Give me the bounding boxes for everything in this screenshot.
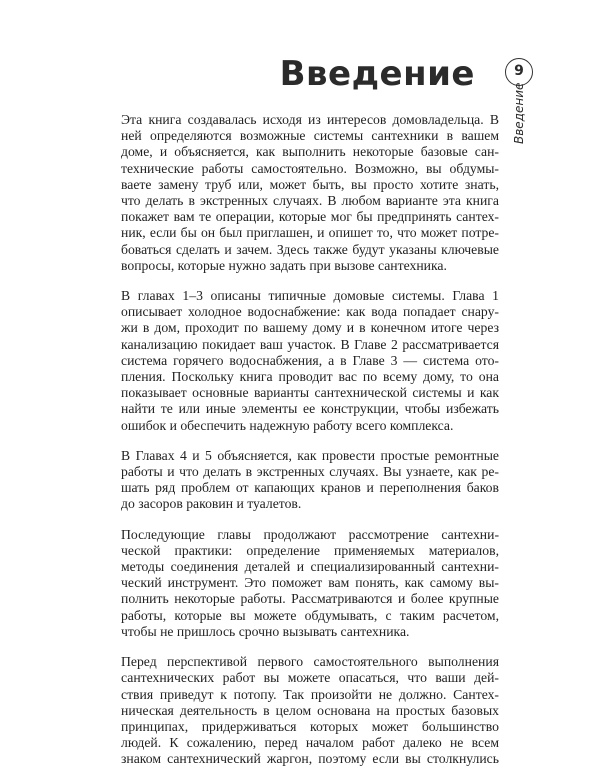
paragraph-3 [121,448,499,513]
paragraph-1 [121,112,499,274]
text-line: людей. К сожалению, перед началом работ далеко не всем [121,735,499,751]
text-line: ческой практики: определение применяемых материалов, [121,542,499,558]
text-line: чтобы не пришлось срочно вызывать сантехника. [121,623,410,639]
paragraph-4 [121,527,499,640]
page-number-badge: 9 [505,58,533,86]
text-line: показывает основные варианты сантехнической системы и как [121,385,499,401]
text-line: полнить некоторые работы. Рассматриваются и более крупные [121,591,499,607]
text-line: В Главах 4 и 5 объясняется, как провести простые ремонтные [121,447,499,463]
paragraph-2 [121,288,499,434]
text-line: Эта книга создавалась исходя из интересов домовладельца. В [121,112,499,127]
text-line: работы и что делать в экстренных случаях. Вы узнаете, как ре- [121,464,499,480]
running-head: Введение [512,82,526,144]
text-line: Последующие главы продолжают рассмотрение сантехни- [121,526,499,542]
text-line: шать ряд проблем от капающих кранов и переполнения баков [121,480,499,496]
text-line: В главах 1–3 описаны типичные домовые системы. Глава 1 [121,288,499,304]
text-line: найти те или иные элементы ее конструкции, чтобы избежать [121,401,499,417]
text-line: канализацию покидает ваш участок. В Главе 2 рассматривается [121,336,499,352]
text-line: знаком сантехнический жаргон, поэтому если вы столкнулись [121,751,499,767]
text-line: до засоров раковин и туалетов. [121,496,302,512]
text-line: ошибок и обеспечить надежную работу всего комплекса. [121,417,454,433]
text-line: жи в дом, проходит по вашему дому и в конечном итоге через [121,320,499,336]
text-line: что делать в экстренных случаях. В любом варианте эта книга [121,193,499,209]
text-line: ней определяются возможные системы сантехники в вашем [121,128,499,144]
text-line: ствия приведут к потопу. Так произойти не должно. Сантех- [121,686,499,702]
text-line: пления. Поскольку книга проводит вас по всему дому, то она [121,369,499,385]
text-line: Перед перспективой первого самостоятельного выполнения [121,654,499,670]
text-line: вопросы, которые нужно задать при вызове сантехника. [121,257,447,273]
text-line: ваете замену труб или, может быть, вы просто хотите знать, [121,176,499,192]
text-line: работы, которые вы можете обдумывать, с таким расчетом, [121,607,499,623]
body-text [121,112,499,768]
text-line: доме, и объясняется, как выполнить некоторые базовые сан- [121,144,499,160]
text-line: принципах, придерживаться которых может большинство [121,718,499,734]
text-line: методы соединения деталей и специализированный сантехни- [121,559,499,575]
text-line: описывает холодное водоснабжение: как вода попадает снару- [121,304,499,320]
chapter-title: Введение [279,54,475,94]
text-line: ническая деятельность в целом основана на простых базовых [121,702,499,718]
text-line: боваться сделать и зачем. Здесь также будут указаны ключевые [121,241,499,257]
text-line: ческий инструмент. Это поможет вам понять, как самому вы- [121,575,499,591]
text-line: система горячего водоснабжения, а в Главе 3 — система ото- [121,352,499,368]
paragraph-5 [121,654,499,767]
text-line: сантехнических работ вы можете опасаться, что ваши дей- [121,670,499,686]
text-line: покажет вам те операции, которые мог бы предпринять сантех- [121,209,499,225]
text-line: технические работы самостоятельно. Возможно, вы обдумы- [121,160,499,176]
text-line: ник, если бы он был приглашен, и опишет то, что может потре- [121,225,499,241]
